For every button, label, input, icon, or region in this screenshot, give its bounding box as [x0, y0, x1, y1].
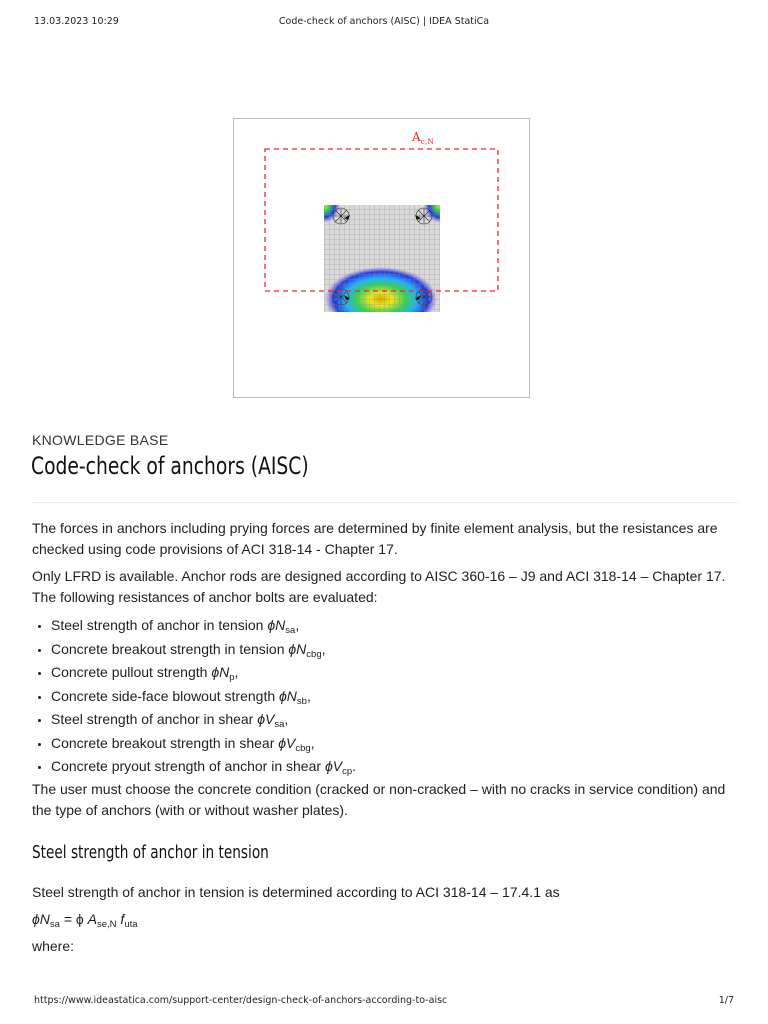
list-item: • Concrete pullout strength $\phi N_p$, [51, 661, 738, 685]
resistance-list [32, 614, 738, 779]
concrete-condition-paragraph: The user must choose the concrete condition (cracked or non-cracked – with no cracks in service condition) and the type of anchors (with or without washer plates). [32, 780, 726, 818]
article-body [32, 518, 738, 963]
knowledge-base-label: KNOWLEDGE BASE [32, 432, 169, 448]
list-item: • Concrete breakout strength in tension $\phi N_{cbg}$, [51, 638, 738, 662]
page-number: 1/7 [718, 995, 734, 1006]
list-item: • Steel strength of anchor in tension $\phi N_{sa}$, [51, 614, 738, 638]
section-text: Steel strength of anchor in tension is determined according to ACI 318-14 – 17.4.1 as [32, 883, 560, 900]
intro-paragraph-2: Only LFRD is available. Anchor rods are designed according to AISC 360-16 – J9 and ACI 318-14 – Chapter 17. The following resistances of anchor bolts are evaluated: [32, 568, 726, 605]
title-divider [32, 502, 738, 503]
print-url: https://www.ideastatica.com/support-center/design-check-of-anchors-according-to-aisc [34, 995, 448, 1006]
section-heading: Steel strength of anchor in tension [32, 842, 269, 863]
list-item: • Steel strength of anchor in shear $\phi V_{sa}$, [51, 708, 738, 732]
intro-paragraph-1: The forces in anchors including prying forces are determined by finite element analysis, but the resistances are checked using code provisions of ACI 318-14 - Chapter 17. [32, 520, 718, 557]
formula: $\phi N_{sa} = \phi$ $A_{se,N}$ $f_{uta}$ [32, 910, 138, 930]
print-date: 13.03.2023 10:29 [34, 16, 119, 27]
where-label: where: [32, 937, 75, 954]
projected-area-label: $A_{c,N}$ [412, 130, 434, 146]
anchor-fea-figure [233, 118, 530, 398]
page-title: Code-check of anchors (AISC) [31, 452, 309, 480]
print-page-title: Code-check of anchors (AISC) | IDEA StatiCa [278, 16, 490, 27]
list-item: • Concrete side-face blowout strength $\phi N_{sb}$, [51, 685, 738, 709]
list-item: • Concrete pryout strength of anchor in shear $\phi V_{cp}$. [51, 755, 738, 779]
list-item: • Concrete breakout strength in shear $\phi V_{cbg}$, [51, 732, 738, 756]
